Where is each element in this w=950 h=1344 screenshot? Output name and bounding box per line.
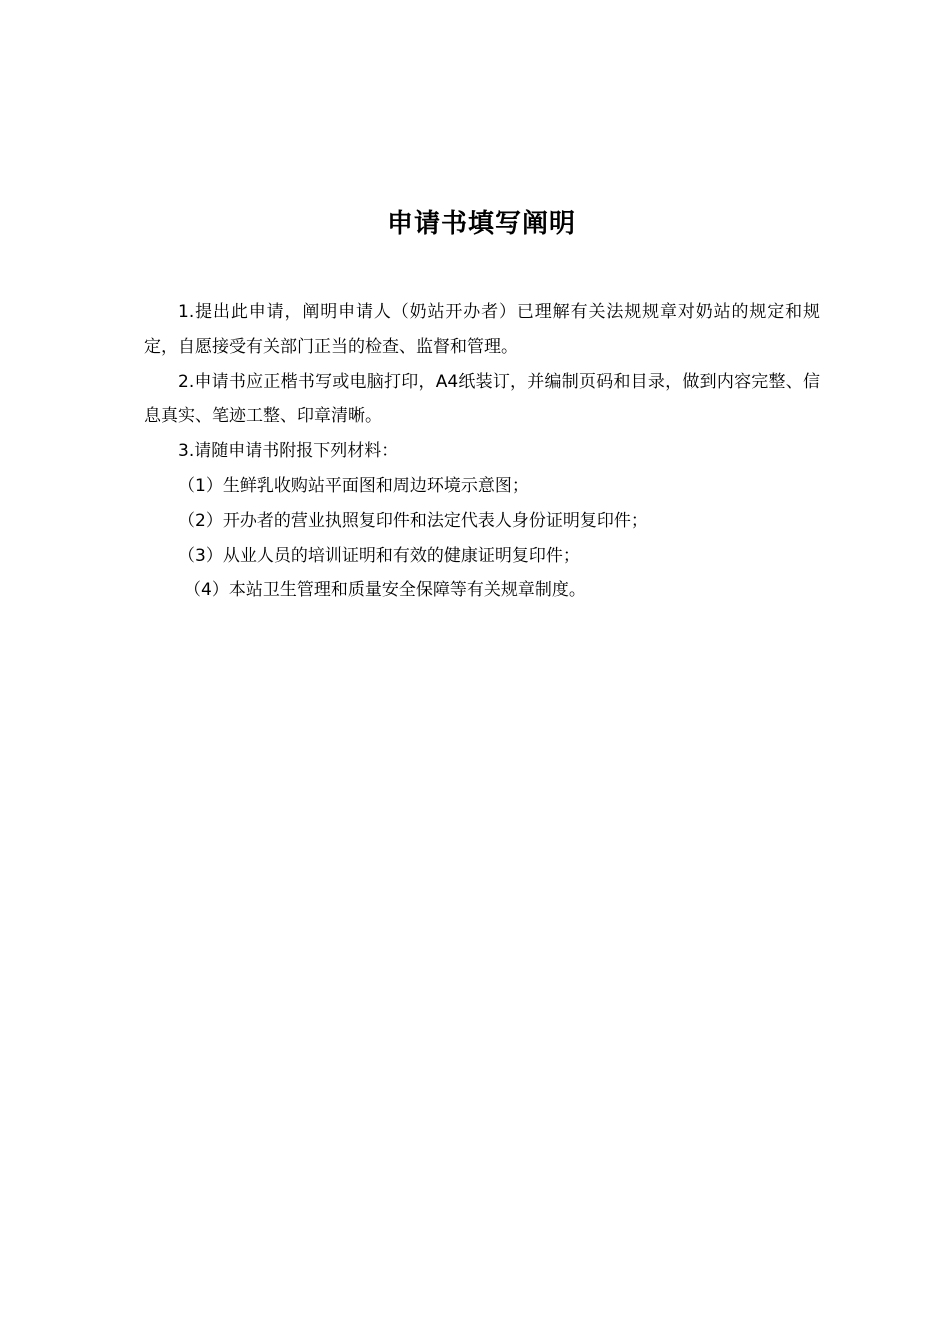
list-item: （3）从业人员的培训证明和有效的健康证明复印件； [178,545,580,566]
list-item: （2）开办者的营业执照复印件和法定代表人身份证明复印件； [178,510,648,531]
list-item: （1）生鲜乳收购站平面图和周边环境示意图； [178,475,529,496]
list-item: （4）本站卫生管理和质量安全保障等有关规章制度。 [184,580,586,601]
materials-list [144,469,820,608]
document-title: 申请书填写阐明 [386,209,576,239]
paragraph-2: 2.申请书应正楷书写或电脑打印，A4纸装订，并编制页码和目录，做到内容完整、信息真实、笔迹工整、印章清晰。 [144,371,820,427]
paragraph-3: 3.请随申请书附报下列材料： [178,441,399,462]
document-body [144,295,820,608]
paragraph-1: 1.提出此申请，阐明申请人（奶站开办者）已理解有关法规规章对奶站的规定和规定，自愿接受有关部门正当的检查、监督和管理。 [144,302,820,357]
